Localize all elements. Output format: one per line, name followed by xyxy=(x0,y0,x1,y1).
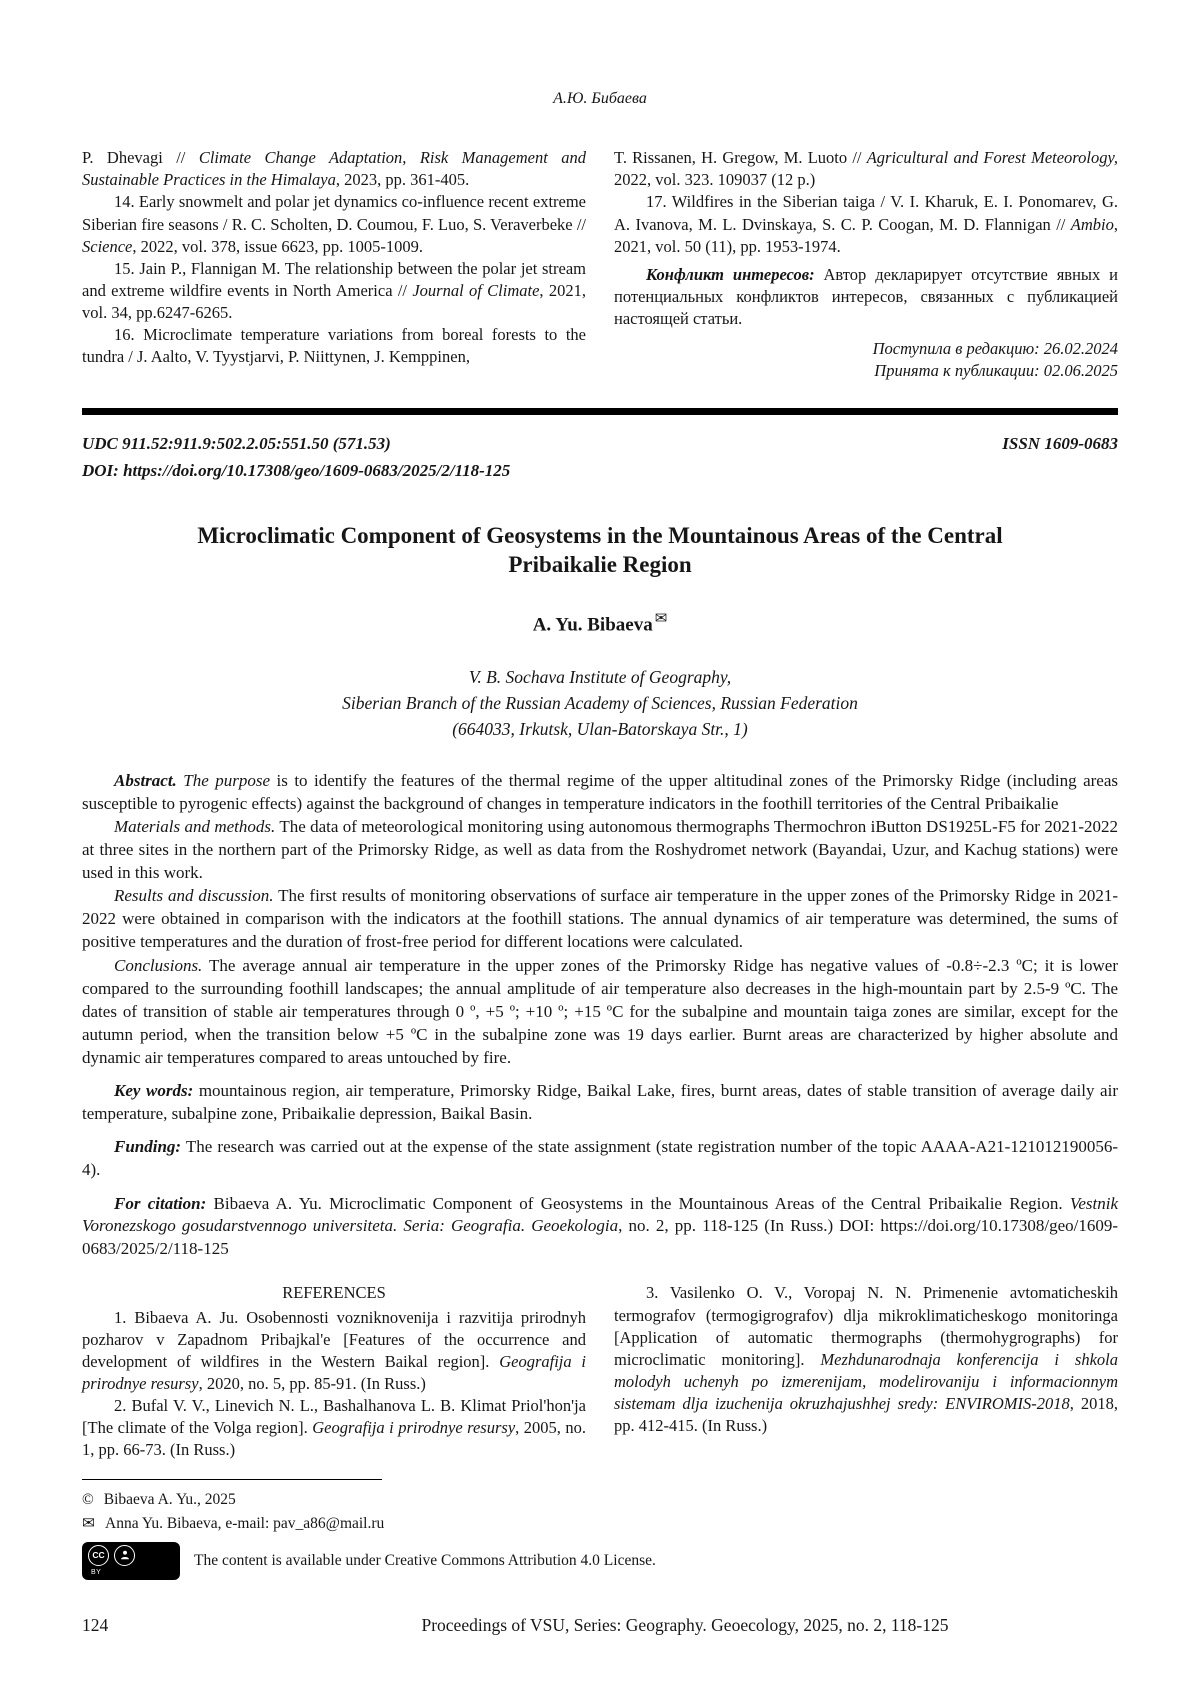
conflict-text: Автор декларирует отсутствие явных и потенциальных конфликтов интересов, связанных с публикацией настоящей статьи. xyxy=(614,264,1118,329)
author-line xyxy=(82,610,1118,638)
envelope-icon: ✉ xyxy=(654,611,668,628)
funding-paragraph xyxy=(82,1136,1118,1181)
abstract-results-paragraph xyxy=(82,884,1118,953)
affiliation-line: Siberian Branch of the Russian Academy of Sciences, Russian Federation xyxy=(342,693,858,714)
abstract-purpose-text: is to identify the features of the thermal regime of the upper altitudinal zones of the Primorsky Ridge (including areas susceptible to pyrogenic effects) against the background of changes in temperature indicators in the foothill territories of the Central Pribaikalie xyxy=(82,770,1118,813)
license-text: The content is available under Creative Commons Attribution 4.0 License. xyxy=(194,1552,656,1570)
citation-doi-link[interactable]: https://doi.org/10.17308/geo/1609-0683/2025/2/118-125 xyxy=(82,1216,1118,1258)
conflict-label: Конфликт интересов: xyxy=(646,264,815,284)
affiliation-block xyxy=(82,664,1118,743)
citation-paragraph xyxy=(82,1193,1118,1261)
funding-text: The research was carried out at the expense of the state assignment (state registration number of the topic AAAA-A21-121012190056-4). xyxy=(82,1137,1118,1179)
ref-source-title: Ambio xyxy=(1070,214,1114,234)
received-date: Поступила в редакцию: 26.02.2024 xyxy=(872,339,1118,359)
ref-text: 16. Microclimate temperature variations from boreal forests to the tundra / J. Aalto, V. Tyystjarvi, P. Niittynen, J. Kemppinen, xyxy=(82,325,586,367)
ref-source-title: Geografija i prirodnye resursy xyxy=(312,1418,516,1438)
ref-text: 3. Vasilenko O. V., Voropaj N. N. Primenenie avtomaticheskih termografov (termogigrografov) dlja mikroklimaticheskogo monitoringa [Application of automatic thermographs (thermohygrographs) for microclimatic monitoring]. xyxy=(614,1283,1118,1369)
ref-source-title: Mezhdunarodnaja konferencija i shkola molodyh uchenyh po izmerenijam, modelirovaniju i informacionnym sistemam dlja izuchenija okruzhajushhej sredy: ENVIROMIS-2018 xyxy=(614,1349,1118,1413)
envelope-icon: ✉ xyxy=(82,1515,95,1533)
affiliation-line: V. B. Sochava Institute of Geography, xyxy=(468,666,732,687)
ref-text: P. Dhevagi // xyxy=(82,148,199,168)
cc-icons xyxy=(88,1545,174,1566)
udc-issn-row xyxy=(82,433,1118,456)
keywords-text: mountainous region, air temperature, Primorsky Ridge, Baikal Lake, fires, burnt areas, dates of stable transition of average daily air temperature, subalpine zone, Pribaikalie depression, Baikal Basin. xyxy=(82,1081,1118,1123)
ref-text: , 2005, no. 1, pp. 66-73. (In Russ.) xyxy=(82,1418,586,1460)
footnote-block xyxy=(82,1479,1118,1580)
abstract-label: Abstract. xyxy=(114,770,177,790)
cc-icon: CC xyxy=(88,1545,109,1566)
accepted-date: Принята к публикации: 02.06.2025 xyxy=(874,361,1118,381)
ref-source-title: Agricultural and Forest Meteorology, xyxy=(866,148,1118,168)
page-footer xyxy=(82,1614,1118,1637)
ref-text: 1. Bibaeva A. Ju. Osobennosti vozniknovenija i razvitija prirodnyh pozharov v Zapadnom Pribajkal'e [Features of the occurrence and development of wildfires in the Western Baikal region]. xyxy=(82,1307,586,1371)
article-title: Microclimatic Component of Geosystems in the Mountainous Areas of the Central Pribaikalie Region xyxy=(197,522,1003,578)
ref-text: 14. Early snowmelt and polar jet dynamics co-influence recent extreme Siberian fire seasons / R. C. Scholten, D. Coumou, F. Luo, S. Veraverbeke // xyxy=(82,192,586,234)
results-text: The first results of monitoring observations of surface air temperature in the upper zones of the Primorsky Ridge in 2021-2022 were obtained in comparison with the indicators at the foothill stations. The annual dynamics of air temperature was determined, the sums of positive temperatures and the duration of frost-free period for different locations were calculated. xyxy=(82,886,1118,952)
citation-text: Bibaeva A. Yu. Microclimatic Component of Geosystems in the Mountainous Areas of the Central Pribaikalie Region. xyxy=(206,1193,1070,1213)
keywords-paragraph xyxy=(82,1080,1118,1125)
top-references-left-column xyxy=(82,147,586,382)
issn-code: ISSN 1609-0683 xyxy=(1002,434,1118,454)
doi-link[interactable]: DOI: https://doi.org/10.17308/geo/1609-0683/2025/2/118-125 xyxy=(82,460,511,480)
affiliation-line: (664033, Irkutsk, Ulan-Batorskaya Str., 1) xyxy=(452,719,748,740)
ref-source-title: Geografija i prirodnye resursy xyxy=(82,1351,586,1393)
page-number: 124 xyxy=(82,1615,109,1636)
ref-source-title: Climate Change Adaptation, Risk Management and Sustainable Practices in the Himalaya xyxy=(82,148,586,190)
materials-label: Materials and methods. xyxy=(114,816,276,836)
license-row xyxy=(82,1542,1118,1580)
abstract-materials-paragraph xyxy=(82,815,1118,884)
reference-item-3 xyxy=(614,1282,1118,1437)
conclusions-text: The average annual air temperature in the upper zones of the Primorsky Ridge has negative values of -0.8÷-2.3 ºC; it is lower compared to the surrounding foothill landscapes; the annual amplitude of air temperature also decreases in the high-mountain part by 2.5-9 ºC. The dates of transition of stable air temperatures through 0 º, +5 º; +10 º; +15 ºC for the subalpine and mountain taiga zones are similar, except for the autumn period, when the transition below +5 ºC in the subalpine zone was 19 days earlier. Burnt areas are characterized by higher absolute and dynamic air temperatures compared to areas untouched by fire. xyxy=(82,955,1118,1068)
copyright-icon: © xyxy=(82,1491,94,1509)
ref-text: 17. Wildfires in the Siberian taiga / V. I. Kharuk, E. I. Ponomarev, G. A. Ivanova, M. L. Dvinskaya, S. C. P. Coogan, M. D. Flannigan // xyxy=(614,192,1118,234)
keywords-label: Key words: xyxy=(114,1081,194,1101)
ref-text: 2. Bufal V. V., Linevich N. L., Bashalhanova L. B. Klimat Priol'hon'ja [The climate of the Volga region]. xyxy=(82,1395,586,1438)
journal-footer-text: Proceedings of VSU, Series: Geography. Geoecology, 2025, no. 2, 118-125 xyxy=(421,1615,949,1636)
abstract-purpose-lead: The purpose xyxy=(176,770,277,790)
ref-text: , 2022, vol. 378, issue 6623, pp. 1005-1009. xyxy=(132,236,423,256)
references-section xyxy=(82,1282,1118,1461)
citation-journal-title: Vestnik Voronezskogo gosudarstvennogo universiteta. Seria: Geografia. Geoekologia xyxy=(82,1193,1119,1236)
cc-by-badge[interactable] xyxy=(82,1542,180,1580)
references-right-column xyxy=(614,1282,1118,1461)
cc-by-label: BY xyxy=(91,1568,102,1576)
udc-code: UDC 911.52:911.9:502.2.05:551.50 (571.53) xyxy=(82,434,391,454)
ref-text: 15. Jain P., Flannigan M. The relationship between the polar jet stream and extreme wildfire events in North America // xyxy=(82,258,586,300)
top-references-block xyxy=(82,147,1118,382)
reference-item-17 xyxy=(614,191,1118,257)
funding-label: Funding: xyxy=(114,1137,182,1157)
references-left-column xyxy=(82,1282,586,1461)
reference-item-16 xyxy=(82,324,586,368)
abstract-conclusions-paragraph xyxy=(82,954,1118,1070)
conclusions-label: Conclusions. xyxy=(114,955,203,975)
ref-source-title: Science xyxy=(82,236,133,256)
reference-item-15 xyxy=(82,258,586,324)
reference-item-13-continuation xyxy=(82,147,586,191)
ref-text: , 2023, pp. 361-405. xyxy=(335,170,470,190)
materials-text: The data of meteorological monitoring using autonomous thermographs Thermochron iButton DS1925L-F5 for 2021-2022 at three sites in the northern part of the Primorsky Ridge, as well as data from the Roshydromet network (Bayandai, Uzur, and Kachug stations) were used in this work. xyxy=(82,816,1119,883)
ref-text: , 2021, vol. 34, pp.6247-6265. xyxy=(82,280,586,323)
conflict-of-interest-statement xyxy=(614,264,1118,330)
copyright-text: Bibaeva A. Yu., 2025 xyxy=(103,1491,236,1509)
ref-text: T. Rissanen, H. Gregow, M. Luoto // xyxy=(614,148,867,168)
reference-item-1 xyxy=(82,1307,586,1395)
corresponding-author-text: Anna Yu. Bibaeva, e-mail: xyxy=(105,1515,274,1533)
reference-item-16-continuation xyxy=(614,147,1118,191)
footnote-divider-rule xyxy=(82,1479,382,1480)
ref-source-title: Journal of Climate xyxy=(412,280,540,300)
person-attribution-icon xyxy=(114,1545,135,1566)
email-link[interactable]: pav_a86@mail.ru xyxy=(273,1515,385,1533)
reference-item-14 xyxy=(82,191,586,257)
citation-label: For citation: xyxy=(114,1193,207,1213)
results-label: Results and discussion. xyxy=(114,886,274,906)
section-divider-rule xyxy=(82,408,1118,415)
author-name: A. Yu. Bibaeva xyxy=(532,614,653,636)
abstract-block xyxy=(82,769,1118,1069)
references-heading: REFERENCES xyxy=(282,1283,386,1303)
running-head-author: А.Ю. Бибаева xyxy=(553,90,647,107)
ref-text: , 2021, vol. 50 (11), pp. 1953-1974. xyxy=(614,214,1118,256)
top-references-right-column xyxy=(614,147,1118,382)
ref-text: 2022, vol. 323. 109037 (12 p.) xyxy=(614,170,816,190)
ref-text: , 2020, no. 5, pp. 85-91. (In Russ.) xyxy=(198,1373,426,1393)
reference-item-2 xyxy=(82,1395,586,1461)
abstract-purpose-paragraph xyxy=(82,769,1118,815)
ref-text: , 2018, pp. 412-415. (In Russ.) xyxy=(614,1393,1119,1436)
citation-text: , no. 2, pp. 118-125 (In Russ.) DOI: xyxy=(618,1216,881,1236)
copyright-line xyxy=(82,1488,1118,1512)
corresponding-author-line xyxy=(82,1512,1118,1536)
